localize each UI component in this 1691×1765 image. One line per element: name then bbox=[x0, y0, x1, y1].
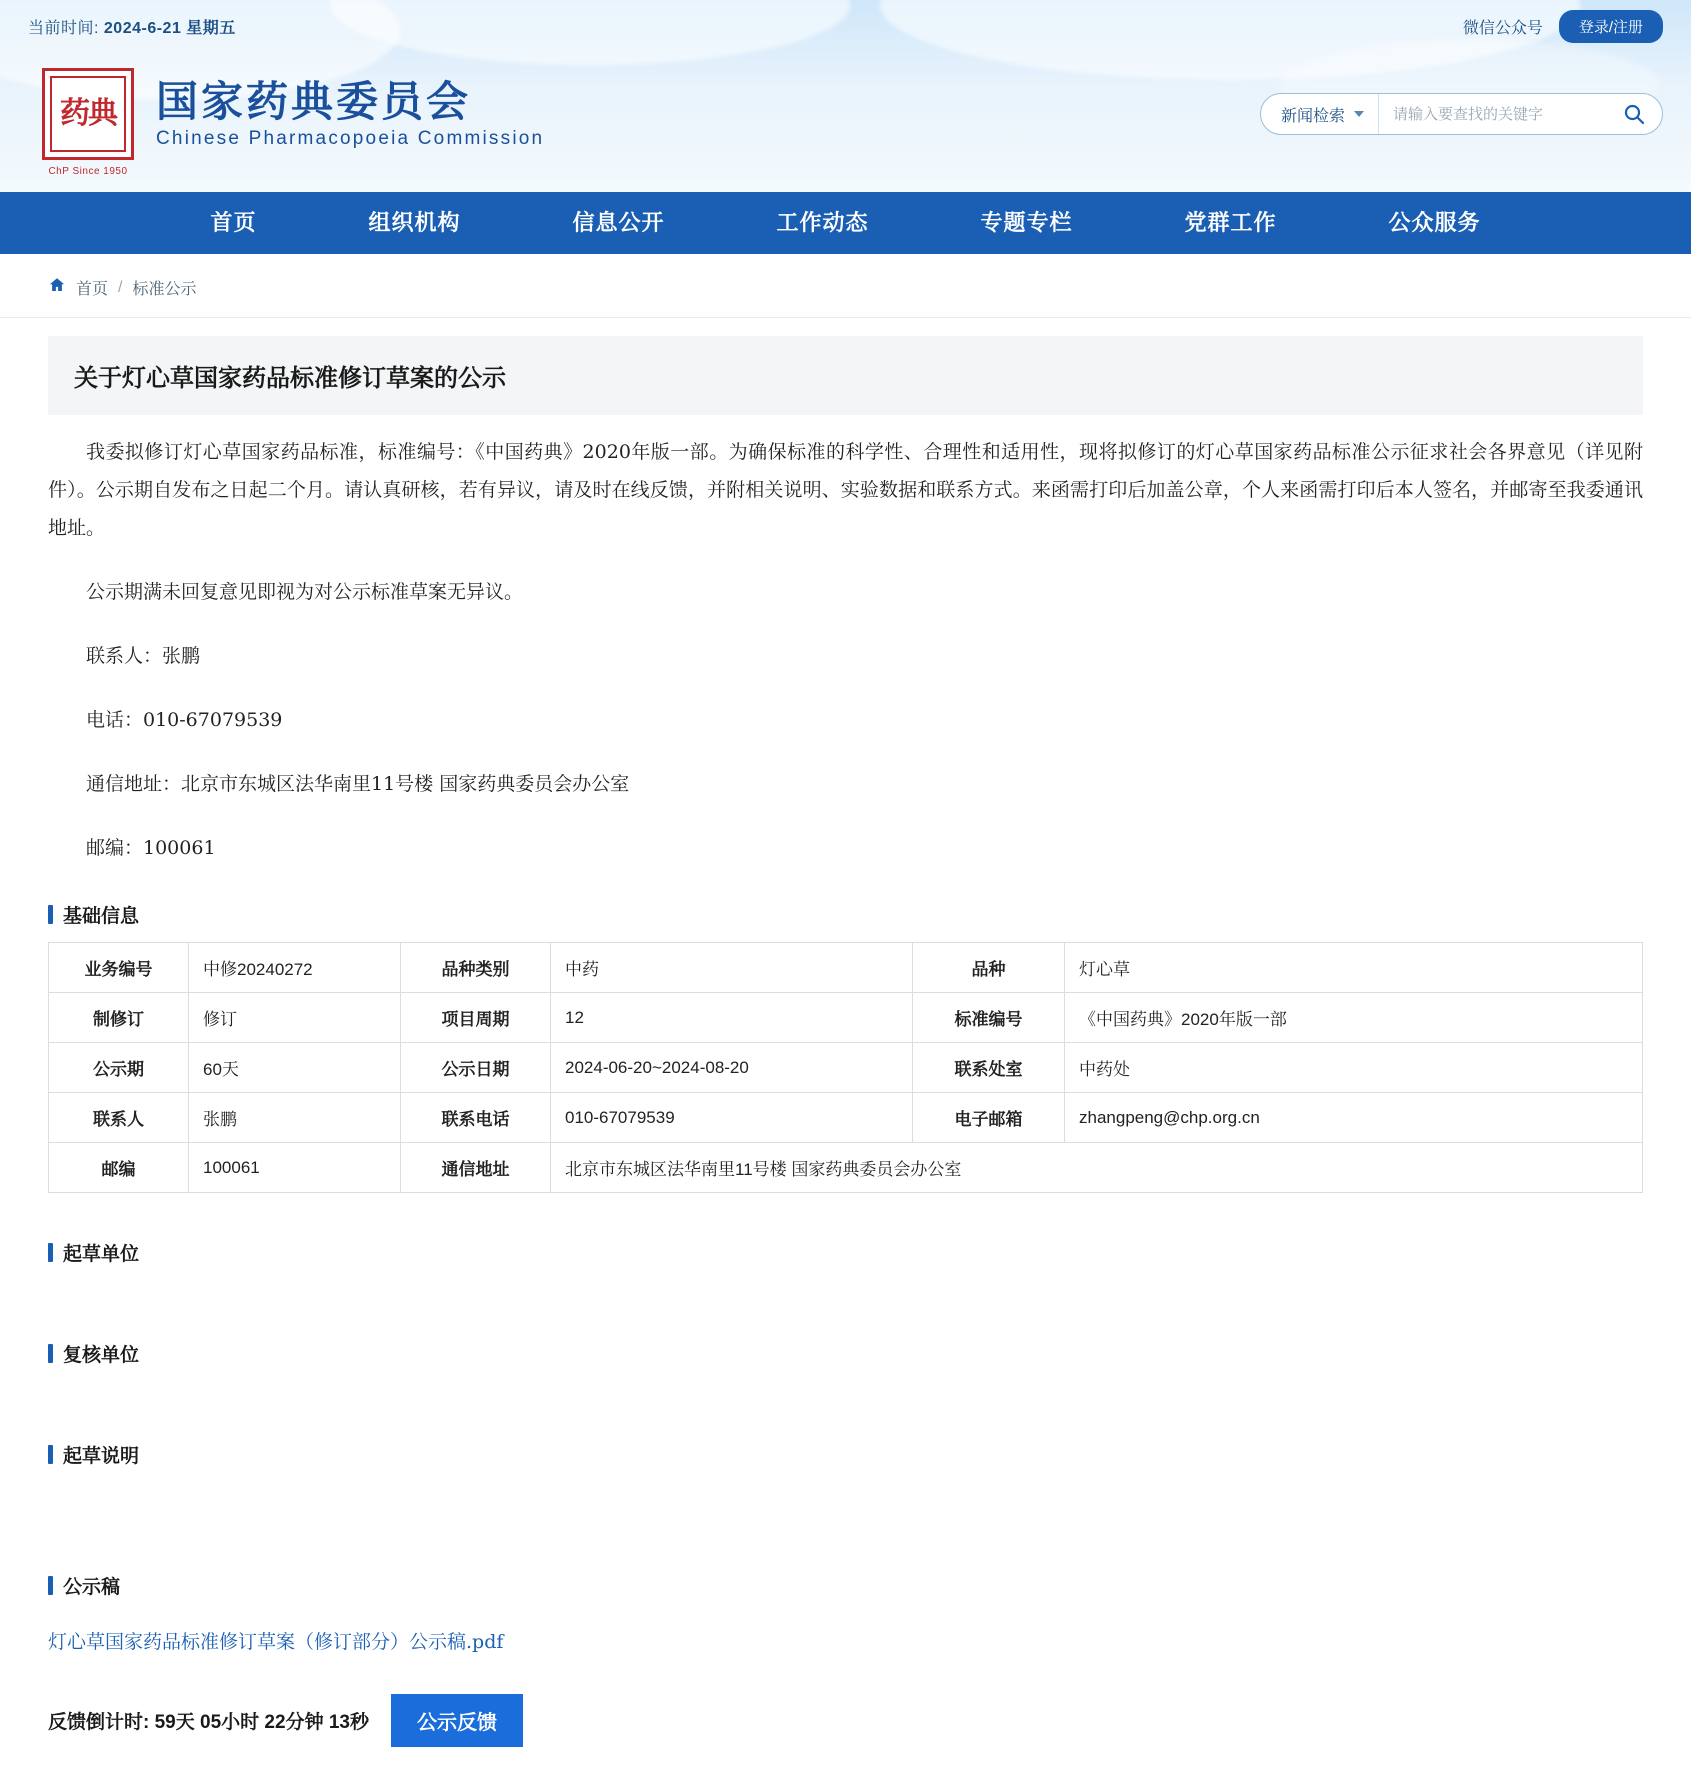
cell-value-email: zhangpeng@chp.org.cn bbox=[1065, 1093, 1643, 1143]
table-row bbox=[49, 1093, 1643, 1143]
current-time-label: 当前时间: bbox=[28, 19, 99, 37]
utility-bar bbox=[0, 0, 1691, 52]
main-navigation bbox=[0, 192, 1691, 254]
table-row bbox=[49, 943, 1643, 993]
cell-value-revision-type: 修订 bbox=[189, 993, 401, 1043]
review-unit-content bbox=[48, 1381, 1643, 1407]
nav-item-party-work[interactable]: 党群工作 bbox=[1184, 210, 1277, 235]
search-icon bbox=[1622, 102, 1646, 126]
attachment-pdf-link[interactable]: 灯心草国家药品标准修订草案（修订部分）公示稿.pdf bbox=[48, 1631, 504, 1653]
feedback-button[interactable]: 公示反馈 bbox=[391, 1694, 523, 1747]
nav-item-work-updates[interactable]: 工作动态 bbox=[776, 210, 869, 235]
section-heading-review-unit: 复核单位 bbox=[48, 1340, 1643, 1367]
contact-address-line: 通信地址：北京市东城区法华南里11号楼 国家药典委员会办公室 bbox=[86, 773, 630, 795]
basic-info-table bbox=[48, 942, 1643, 1193]
cell-value-contact-phone: 010-67079539 bbox=[551, 1093, 913, 1143]
cell-label-project-cycle: 项目周期 bbox=[401, 993, 551, 1043]
breadcrumb-home[interactable]: 首页 bbox=[76, 281, 109, 298]
cell-value-publicity-period: 60天 bbox=[189, 1043, 401, 1093]
breadcrumb-current: 标准公示 bbox=[132, 281, 197, 298]
nav-item-information-disclosure[interactable]: 信息公开 bbox=[572, 210, 665, 235]
cell-value-mailing-address: 北京市东城区法华南里11号楼 国家药典委员会办公室 bbox=[551, 1143, 1643, 1193]
cell-value-contact-person: 张鹏 bbox=[189, 1093, 401, 1143]
nav-item-home[interactable]: 首页 bbox=[210, 210, 257, 235]
cell-label-postcode: 邮编 bbox=[49, 1143, 189, 1193]
cell-value-standard-no: 《中国药典》2020年版一部 bbox=[1065, 993, 1643, 1043]
article-paragraph-1: 我委拟修订灯心草国家药品标准，标准编号：《中国药典》2020年版一部。为确保标准的科学性、合理性和适用性，现将拟修订的灯心草国家药品标准公示征求社会各界意见（详见附件）。公示期自发布之日起二个月。请认真研核，若有异议，请及时在线反馈，并附相关说明、实验数据和联系方式。来函需打印后加盖公章，个人来函需打印后本人签名，并邮寄至我委通讯地址。 bbox=[48, 441, 1643, 539]
cell-label-business-no: 业务编号 bbox=[49, 943, 189, 993]
contact-phone-line: 电话：010-67079539 bbox=[86, 709, 283, 731]
feedback-countdown-value: 59天 05小时 22分钟 13秒 bbox=[154, 1712, 369, 1733]
cell-value-publicity-date: 2024-06-20~2024-08-20 bbox=[551, 1043, 913, 1093]
seal-text: 药典 bbox=[50, 76, 126, 152]
drafting-notes-content bbox=[48, 1482, 1643, 1538]
site-title-block bbox=[156, 78, 544, 150]
feedback-countdown bbox=[48, 1707, 369, 1734]
cell-value-project-cycle: 12 bbox=[551, 993, 913, 1043]
site-header bbox=[0, 0, 1691, 192]
section-heading-drafting-unit: 起草单位 bbox=[48, 1239, 1643, 1266]
cell-label-variety: 品种 bbox=[913, 943, 1065, 993]
contact-person-line: 联系人：张鹏 bbox=[86, 645, 201, 667]
section-heading-drafting-notes: 起草说明 bbox=[48, 1441, 1643, 1468]
breadcrumb bbox=[0, 254, 1691, 318]
cell-label-contact-phone: 联系电话 bbox=[401, 1093, 551, 1143]
site-title-en: Chinese Pharmacopoeia Commission bbox=[156, 128, 545, 150]
current-time bbox=[28, 15, 236, 38]
cell-label-contact-office: 联系处室 bbox=[913, 1043, 1065, 1093]
contact-postcode-line: 邮编：100061 bbox=[86, 837, 216, 859]
drafting-unit-content bbox=[48, 1280, 1643, 1306]
nav-item-organization[interactable]: 组织机构 bbox=[368, 210, 461, 235]
cell-label-publicity-date: 公示日期 bbox=[401, 1043, 551, 1093]
wechat-official-account-link[interactable]: 微信公众号 bbox=[1462, 19, 1543, 37]
logo-row bbox=[0, 52, 1691, 177]
article-paragraph-2: 公示期满未回复意见即视为对公示标准草案无异议。 bbox=[86, 581, 524, 603]
feedback-row bbox=[48, 1694, 1643, 1747]
search-category-label: 新闻检索 bbox=[1280, 107, 1345, 125]
breadcrumb-separator: / bbox=[118, 278, 123, 296]
search-button[interactable] bbox=[1606, 94, 1662, 134]
table-row bbox=[49, 1043, 1643, 1093]
seal-caption: ChP Since 1950 bbox=[48, 166, 128, 177]
current-time-value: 2024-6-21 星期五 bbox=[103, 19, 236, 37]
feedback-countdown-label: 反馈倒计时: bbox=[48, 1712, 150, 1733]
cell-value-contact-office: 中药处 bbox=[1065, 1043, 1643, 1093]
nav-item-special-topics[interactable]: 专题专栏 bbox=[980, 210, 1073, 235]
cell-label-mailing-address: 通信地址 bbox=[401, 1143, 551, 1193]
section-heading-basic-info: 基础信息 bbox=[48, 901, 1643, 928]
table-row bbox=[49, 993, 1643, 1043]
search-input[interactable] bbox=[1379, 94, 1606, 134]
page-title: 关于灯心草国家药品标准修订草案的公示 bbox=[48, 336, 1643, 415]
nav-item-public-service[interactable]: 公众服务 bbox=[1388, 210, 1481, 235]
site-title-cn: 国家药典委员会 bbox=[156, 76, 472, 126]
chp-seal-logo[interactable] bbox=[42, 68, 134, 177]
table-row bbox=[49, 1143, 1643, 1193]
cell-label-contact-person: 联系人 bbox=[49, 1093, 189, 1143]
chevron-down-icon bbox=[1354, 111, 1364, 117]
cell-value-postcode: 100061 bbox=[189, 1143, 401, 1193]
login-register-button[interactable]: 登录/注册 bbox=[1559, 10, 1663, 43]
cell-label-email: 电子邮箱 bbox=[913, 1093, 1065, 1143]
cell-label-publicity-period: 公示期 bbox=[49, 1043, 189, 1093]
cell-value-variety: 灯心草 bbox=[1065, 943, 1643, 993]
section-heading-public-draft: 公示稿 bbox=[48, 1572, 1643, 1599]
cell-label-standard-no: 标准编号 bbox=[913, 993, 1065, 1043]
cell-label-revision-type: 制修订 bbox=[49, 993, 189, 1043]
search-category-selector[interactable] bbox=[1261, 94, 1379, 134]
cell-label-variety-category: 品种类别 bbox=[401, 943, 551, 993]
cell-value-variety-category: 中药 bbox=[551, 943, 913, 993]
main-content bbox=[0, 336, 1691, 1747]
cell-value-business-no: 中修20240272 bbox=[189, 943, 401, 993]
search-bar[interactable] bbox=[1260, 93, 1663, 135]
home-icon bbox=[48, 276, 66, 299]
